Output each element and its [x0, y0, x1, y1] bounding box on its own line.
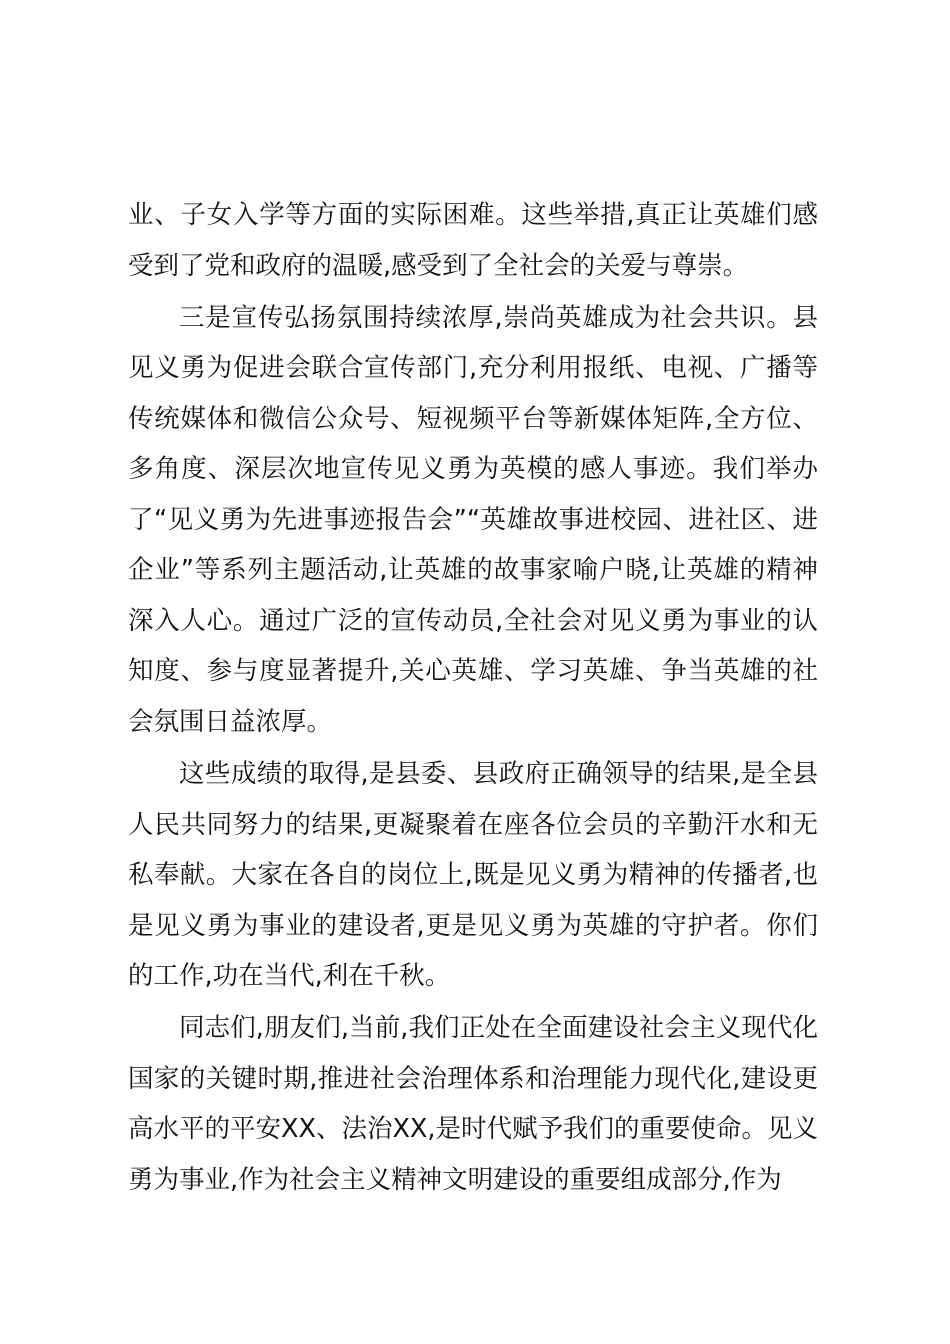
paragraph-publicity: 三是宣传弘扬氛围持续浓厚,崇尚英雄成为社会共识。县见义勇为促进会联合宣传部门,充分利用报纸、电视、广播等传统媒体和微信公众号、短视频平台等新媒体矩阵,全方位、多角度、深层次地宣传见义勇为英模的感人事迹。我们举办了“见义勇为先进事迹报告会”“英雄故事进校园、进社区、进企业”等系列主题活动,让英雄的故事家喻户晓,让英雄的精神深入人心。通过广泛的宣传动员,全社会对见义勇为事业的认知度、参与度显著提升,关心英雄、学习英雄、争当英雄的社会氛围日益浓厚。	[128, 302, 818, 737]
body-text	[128, 190, 818, 1205]
paragraph-achievements: 这些成绩的取得,是县委、县政府正确领导的结果,是全县人民共同努力的结果,更凝聚着在座各位会员的辛勤汗水和无私奉献。大家在各自的岗位上,既是见义勇为精神的传播者,也是见义勇为事业的建设者,更是见义勇为英雄的守护者。你们的工作,功在当代,利在千秋。	[128, 759, 818, 992]
paragraph-continuation: 业、子女入学等方面的实际困难。这些举措,真正让英雄们感受到了党和政府的温暖,感受到了全社会的关爱与尊崇。	[128, 200, 818, 281]
paragraph-mission: 同志们,朋友们,当前,我们正处在全面建设社会主义现代化国家的关键时期,推进社会治理体系和治理能力现代化,建设更高水平的平安XX、法治XX,是时代赋予我们的重要使命。见义勇为事业,作为社会主义精神文明建设的重要组成部分,作为	[128, 1013, 818, 1195]
